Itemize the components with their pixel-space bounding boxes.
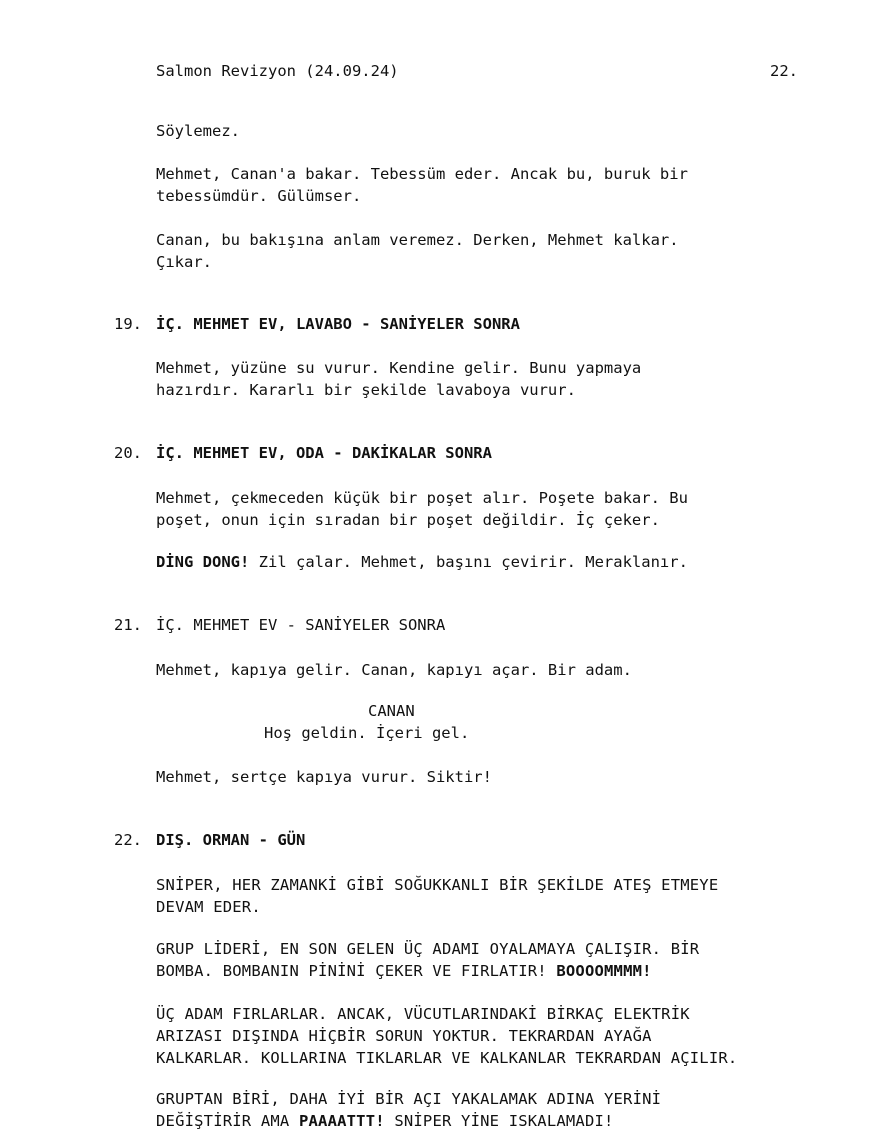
action-line: SNİPER, HER ZAMANKİ GİBİ SOĞUKKANLI BİR ŞEKİLDE ATEŞ ETMEYE [156,876,719,894]
action-line: Mehmet, yüzüne su vurur. Kendine gelir. Bunu yapmaya [156,359,642,377]
dialogue-line: Hoş geldin. İçeri gel. [264,724,470,742]
document-title: Salmon Revizyon (24.09.24) [156,62,399,80]
scene-number: 20. [114,444,142,462]
action-line: tebessümdür. Gülümser. [156,187,362,205]
character-name: CANAN [368,702,415,720]
action-line: hazırdır. Kararlı bir şekilde lavaboya vurur. [156,381,576,399]
action-text: Zil çalar. Mehmet, başını çevirir. Meraklanır. [249,553,688,571]
action-line: GRUPTAN BİRİ, DAHA İYİ BİR AÇI YAKALAMAK ADINA YERİNİ [156,1090,662,1108]
action-line: poşet, onun için sıradan bir poşet değildir. İç çeker. [156,511,660,529]
action-paragraph [156,163,816,207]
action-paragraph [156,551,816,573]
action-paragraph [156,1003,816,1069]
scene-number: 19. [114,315,142,333]
action-line: DEVAM EDER. [156,898,261,916]
action-line: Söylemez. [156,122,240,140]
action-text: DEĞİŞTİRİR AMA [156,1112,299,1130]
action-line: Çıkar. [156,253,212,271]
page-number: 22. [770,62,798,80]
action-line: Mehmet, Canan'a bakar. Tebessüm eder. Ancak bu, buruk bir [156,165,688,183]
sound-effect: DİNG DONG! [156,553,250,571]
scene-heading: İÇ. MEHMET EV - SANİYELER SONRA [156,616,446,634]
scene-number: 21. [114,616,142,634]
scene-heading: İÇ. MEHMET EV, LAVABO - SANİYELER SONRA [156,315,520,333]
action-paragraph [156,766,816,788]
action-paragraph [156,357,816,401]
action-paragraph [156,120,816,142]
action-text: SNİPER YİNE ISKALAMADI! [384,1112,614,1130]
sound-effect: BOOOOMMMM! [556,962,652,980]
action-paragraph [156,487,816,531]
action-line [156,551,816,573]
action-paragraph [156,938,816,982]
action-line: ÜÇ ADAM FIRLARLAR. ANCAK, VÜCUTLARINDAKİ BİRKAÇ ELEKTRİK [156,1005,690,1023]
action-paragraph [156,229,816,273]
action-line: Mehmet, sertçe kapıya vurur. Siktir! [156,768,492,786]
scene-heading: İÇ. MEHMET EV, ODA - DAKİKALAR SONRA [156,444,492,462]
action-line [156,960,816,982]
scene-heading: DIŞ. ORMAN - GÜN [156,831,306,849]
action-line: Mehmet, çekmeceden küçük bir poşet alır. Poşete bakar. Bu [156,489,688,507]
action-line: KALKARLAR. KOLLARINA TIKLARLAR VE KALKANLAR TEKRARDAN AÇILIR. [156,1049,738,1067]
action-paragraph [156,1088,816,1132]
action-line: GRUP LİDERİ, EN SON GELEN ÜÇ ADAMI OYALAMAYA ÇALIŞIR. BİR [156,940,700,958]
action-line: ARIZASI DIŞINDA HİÇBİR SORUN YOKTUR. TEKRARDAN AYAĞA [156,1027,652,1045]
scene-number: 22. [114,831,142,849]
action-text: BOMBA. BOMBANIN PİNİNİ ÇEKER VE FIRLATIR! [156,962,557,980]
action-paragraph [156,659,816,681]
action-line: Mehmet, kapıya gelir. Canan, kapıyı açar. Bir adam. [156,661,632,679]
sound-effect: PAAAATTT! [298,1112,385,1130]
action-paragraph [156,874,816,918]
action-line: Canan, bu bakışına anlam veremez. Derken, Mehmet kalkar. [156,231,679,249]
